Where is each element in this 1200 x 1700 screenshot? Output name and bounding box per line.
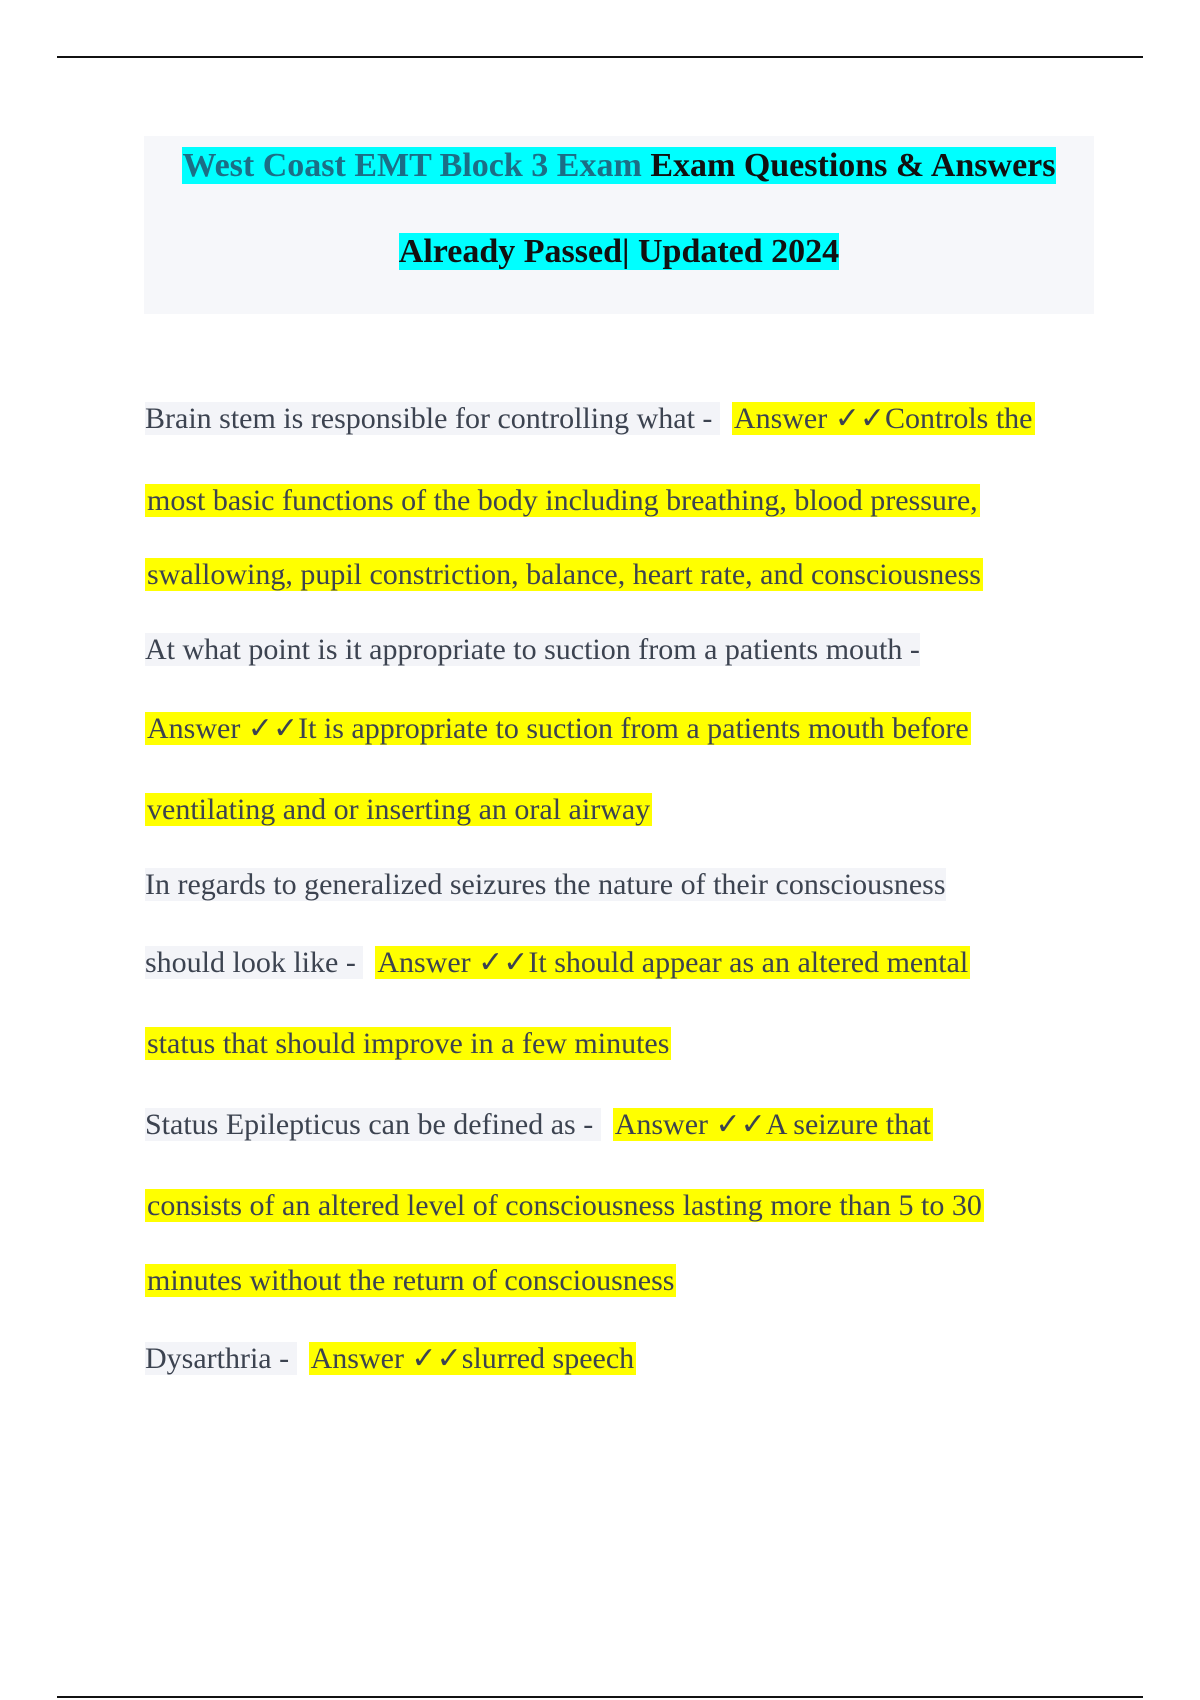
qa-2-line-2	[145, 708, 971, 750]
qa-4-answer-cont: consists of an altered level of consciousness lasting more than 5 to 30	[147, 1189, 982, 1222]
qa-4-line-2	[145, 1185, 984, 1227]
page-title-line-2	[144, 228, 1094, 276]
top-rule	[57, 56, 1143, 58]
qa-1-answer: Answer ✓✓Controls the	[733, 402, 1033, 435]
title-exam-name: West Coast EMT Block 3 Exam	[182, 147, 642, 184]
qa-3-line-2	[145, 942, 970, 984]
qa-1-question: Brain stem is responsible for controlling what -	[145, 402, 720, 435]
qa-1-line-3	[145, 554, 983, 596]
qa-3-answer: Answer ✓✓It should appear as an altered mental	[377, 946, 969, 979]
qa-3-question: In regards to generalized seizures the nature of their consciousness	[145, 868, 946, 901]
qa-1-answer-cont: swallowing, pupil constriction, balance, heart rate, and consciousness	[147, 558, 981, 591]
qa-2-question: At what point is it appropriate to suction from a patients mouth -	[145, 633, 920, 666]
qa-4-question: Status Epilepticus can be defined as -	[145, 1108, 601, 1141]
bottom-rule	[57, 1696, 1143, 1698]
qa-1-line-1	[145, 398, 1035, 440]
qa-5-line-1	[145, 1338, 636, 1380]
qa-5-answer: Answer ✓✓slurred speech	[310, 1342, 635, 1375]
page-title-line-1	[144, 142, 1094, 190]
qa-2-answer-cont: ventilating and or inserting an oral airway	[147, 793, 651, 826]
qa-1-line-2	[145, 480, 980, 522]
qa-3-line-1	[145, 864, 946, 906]
qa-5-question: Dysarthria -	[145, 1342, 297, 1375]
qa-1-answer-cont: most basic functions of the body including breathing, blood pressure,	[147, 484, 978, 517]
qa-3-question-cont: should look like -	[145, 946, 364, 979]
title-subtitle: Already Passed| Updated 2024	[398, 233, 840, 270]
qa-4-answer: Answer ✓✓A seizure that	[614, 1108, 931, 1141]
title-block	[144, 136, 1094, 314]
qa-4-answer-cont: minutes without the return of consciousness	[147, 1264, 675, 1297]
qa-4-line-1	[145, 1104, 933, 1146]
qa-4-line-3	[145, 1260, 676, 1302]
qa-3-line-3	[145, 1023, 671, 1065]
qa-2-answer: Answer ✓✓It is appropriate to suction from a patients mouth before	[147, 712, 969, 745]
title-suffix: Exam Questions & Answers	[641, 147, 1056, 184]
qa-3-answer-cont: status that should improve in a few minutes	[147, 1027, 670, 1060]
qa-2-line-3	[145, 789, 652, 831]
qa-2-line-1	[145, 629, 920, 671]
title-highlight	[182, 147, 1055, 184]
